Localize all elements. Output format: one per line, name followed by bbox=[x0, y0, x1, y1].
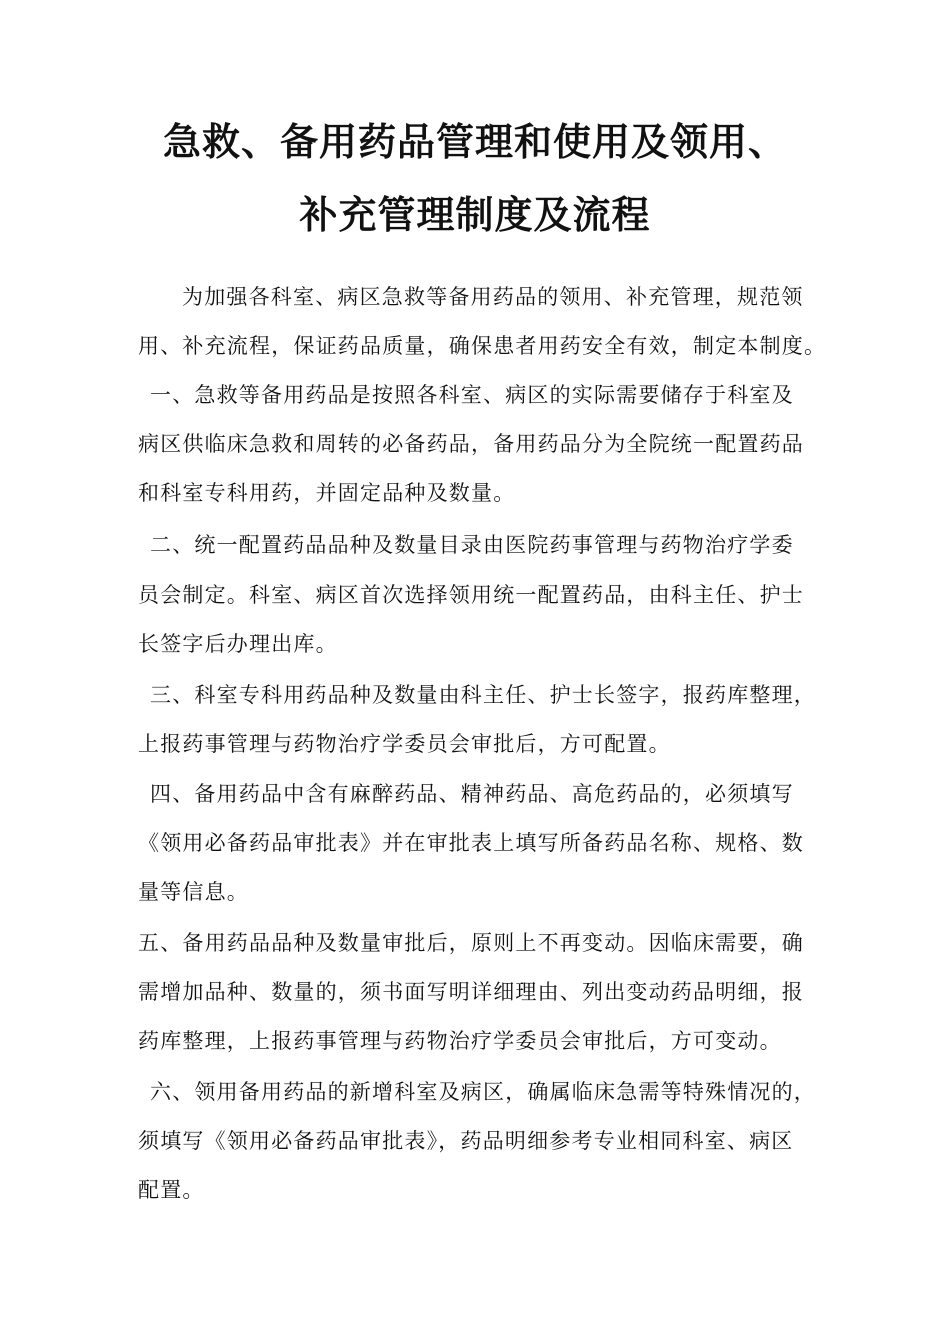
paragraph-line: 需增加品种、数量的，须书面写明详细理由、列出变动药品明细，报 bbox=[138, 980, 804, 1004]
paragraph-line: 长签字后办理出库。 bbox=[138, 632, 338, 656]
document-title-line-1: 急救、备用药品管理和使用及领用、 bbox=[162, 120, 787, 164]
paragraph-line: 配置。 bbox=[138, 1178, 205, 1202]
paragraph-line: 一、急救等备用药品是按照各科室、病区的实际需要储存于科室及 bbox=[150, 383, 794, 407]
paragraph-line: 六、领用备用药品的新增科室及病区，确属临床急需等特殊情况的， bbox=[150, 1080, 816, 1104]
paragraph-line: 病区供临床急救和周转的必备药品，备用药品分为全院统一配置药品 bbox=[138, 432, 804, 456]
paragraph-line: 四、备用药品中含有麻醉药品、精神药品、高危药品的，必须填写 bbox=[150, 782, 794, 806]
paragraph-line: 和科室专科用药，并固定品种及数量。 bbox=[138, 481, 516, 505]
paragraph-line: 药库整理，上报药事管理与药物治疗学委员会审批后，方可变动。 bbox=[138, 1029, 782, 1053]
paragraph-line: 量等信息。 bbox=[138, 880, 249, 904]
paragraph-line: 二、统一配置药品品种及数量目录由医院药事管理与药物治疗学委 bbox=[150, 533, 794, 557]
paragraph-line: 须填写《领用必备药品审批表》，药品明细参考专业相同科室、病区 bbox=[138, 1129, 794, 1153]
paragraph-line: 上报药事管理与药物治疗学委员会审批后，方可配置。 bbox=[138, 732, 671, 756]
document-title-line-2: 补充管理制度及流程 bbox=[299, 193, 651, 237]
paragraph-line: 五、备用药品品种及数量审批后，原则上不再变动。因临床需要，确 bbox=[138, 931, 804, 955]
paragraph-line: 员会制定。科室、病区首次选择领用统一配置药品，由科主任、护士 bbox=[138, 583, 804, 607]
paragraph-line: 三、科室专科用药品种及数量由科主任、护士长签字，报药库整理， bbox=[150, 683, 816, 707]
paragraph-line: 《领用必备药品审批表》并在审批表上填写所备药品名称、规格、数 bbox=[138, 831, 804, 855]
paragraph-line: 为加强各科室、病区急救等备用药品的领用、补充管理，规范领 bbox=[182, 285, 804, 309]
paragraph-line: 用、补充流程，保证药品质量，确保患者用药安全有效，制定本制度。 bbox=[138, 334, 827, 358]
